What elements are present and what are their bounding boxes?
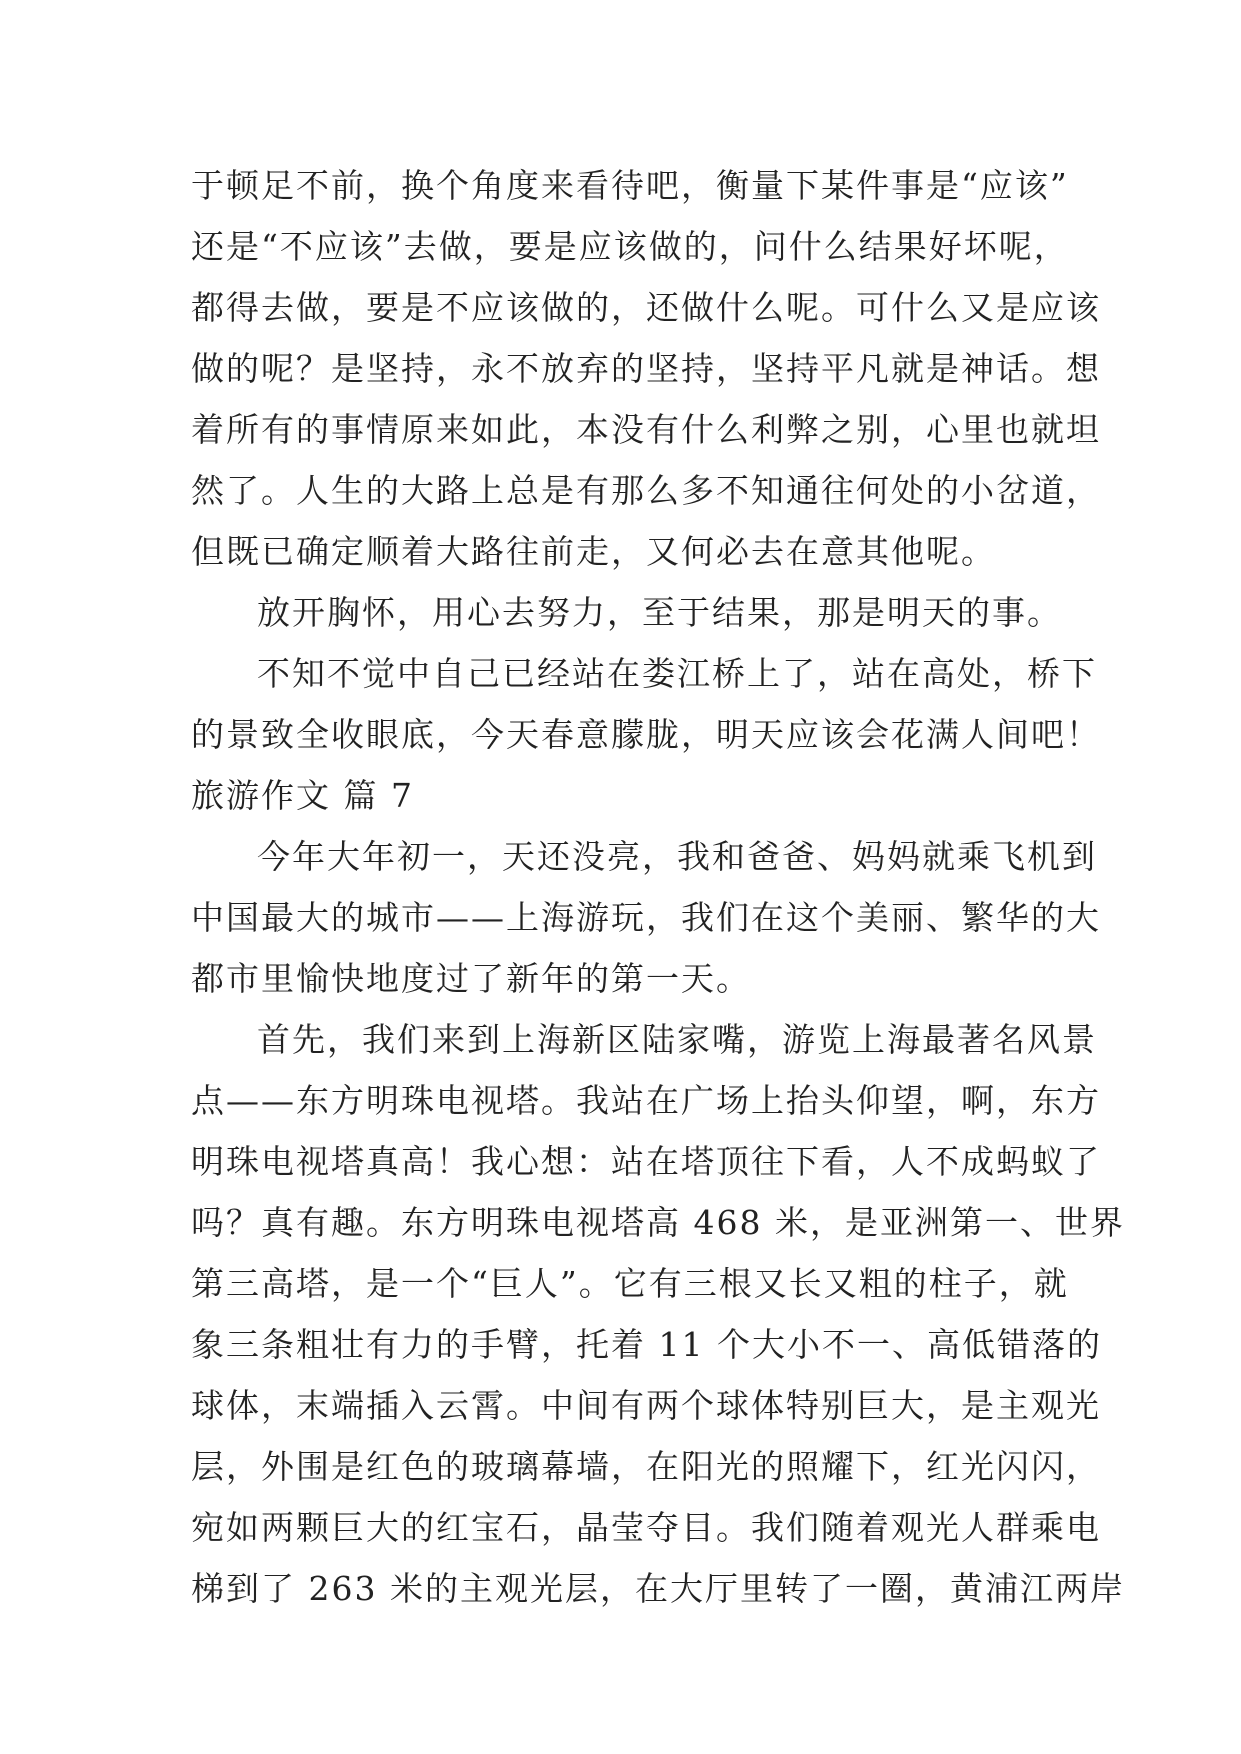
text-line: 的景致全收眼底，今天春意朦胧，明天应该会花满人间吧！	[191, 715, 1101, 754]
document-body	[191, 155, 1125, 1619]
text-line: 着所有的事情原来如此，本没有什么利弊之别，心里也就坦	[191, 410, 1101, 449]
paragraph-first-line: 今年大年初一，天还没亮，我和爸爸、妈妈就乘飞机到	[257, 837, 1097, 876]
text-line: 还是“不应该”去做，要是应该做的，问什么结果好坏呢，	[191, 227, 1069, 266]
text-line: 梯到了 263 米的主观光层，在大厅里转了一圈，黄浦江两岸	[191, 1569, 1125, 1608]
text-line: 层，外围是红色的玻璃幕墙，在阳光的照耀下，红光闪闪，	[191, 1447, 1101, 1486]
paragraph-first-line: 首先，我们来到上海新区陆家嘴，游览上海最著名风景	[257, 1020, 1097, 1059]
text-line: 都得去做，要是不应该做的，还做什么呢。可什么又是应该	[191, 288, 1101, 327]
paragraph-first-line: 放开胸怀，用心去努力，至于结果，那是明天的事。	[257, 593, 1062, 632]
text-line: 象三条粗壮有力的手臂，托着 11 个大小不一、高低错落的	[191, 1325, 1102, 1364]
text-line: 于顿足不前，换个角度来看待吧，衡量下某件事是“应该”	[191, 166, 1069, 205]
text-line: 点——东方明珠电视塔。我站在广场上抬头仰望，啊，东方	[191, 1081, 1101, 1120]
text-line: 然了。人生的大路上总是有那么多不知通往何处的小岔道，	[191, 471, 1101, 510]
text-line: 吗？真有趣。东方明珠电视塔高 468 米，是亚洲第一、世界	[191, 1203, 1125, 1242]
section-heading: 旅游作文 篇 7	[191, 776, 414, 815]
paragraph-first-line: 不知不觉中自己已经站在娄江桥上了，站在高处，桥下	[257, 654, 1097, 693]
text-line: 第三高塔，是一个“巨人”。它有三根又长又粗的柱子，就	[191, 1264, 1069, 1303]
text-line: 做的呢？是坚持，永不放弃的坚持，坚持平凡就是神话。想	[191, 349, 1101, 388]
text-line: 但既已确定顺着大路往前走，又何必去在意其他呢。	[191, 532, 996, 571]
text-line: 都市里愉快地度过了新年的第一天。	[191, 959, 751, 998]
text-line: 中国最大的城市——上海游玩，我们在这个美丽、繁华的大	[191, 898, 1101, 937]
text-line: 宛如两颗巨大的红宝石，晶莹夺目。我们随着观光人群乘电	[191, 1508, 1101, 1547]
text-line: 球体，末端插入云霄。中间有两个球体特别巨大，是主观光	[191, 1386, 1101, 1425]
text-line: 明珠电视塔真高！我心想：站在塔顶往下看，人不成蚂蚁了	[191, 1142, 1101, 1181]
